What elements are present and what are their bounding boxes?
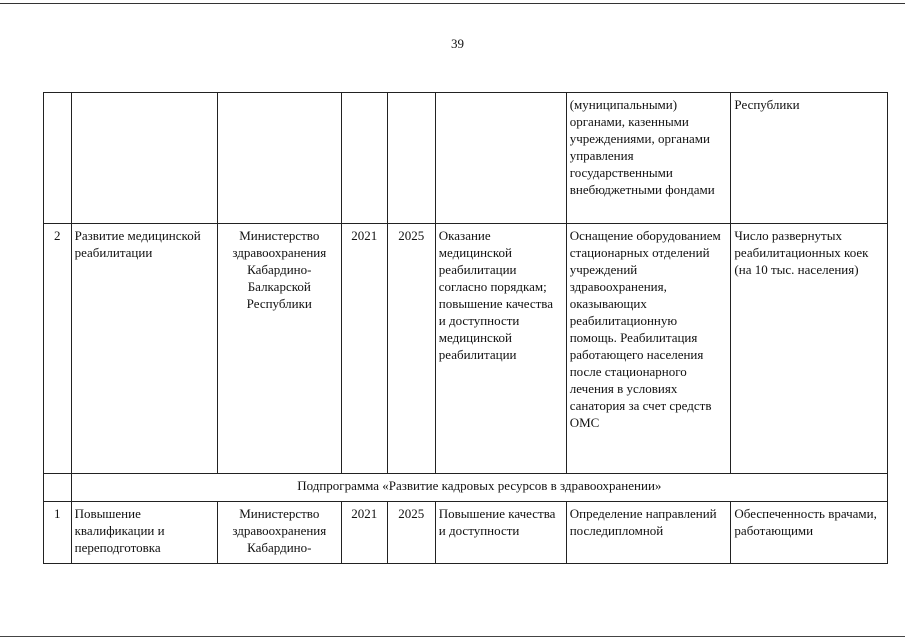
cell-name: Повышение квалификации и переподготовка	[71, 502, 217, 564]
table-row-continuation	[44, 93, 888, 224]
cell-result	[435, 93, 566, 224]
cell-num	[44, 474, 72, 502]
table-row-2	[44, 224, 888, 474]
cell-start-year: 2021	[341, 224, 387, 474]
cell-link: (муниципальными) органами, казенными учреждениями, органами управления государственными внебюджетными фондами	[566, 93, 731, 224]
cell-result: Повышение качества и доступности	[435, 502, 566, 564]
cell-end-year: 2025	[387, 224, 435, 474]
table-row-subprogram	[44, 474, 888, 502]
top-border-line	[0, 3, 905, 4]
cell-executor: Министерство здравоохранения Кабардино-	[217, 502, 341, 564]
cell-end-year	[387, 93, 435, 224]
cell-num: 1	[44, 502, 72, 564]
cell-name: Развитие медицинской реабилитации	[71, 224, 217, 474]
cell-start-year	[341, 93, 387, 224]
cell-num	[44, 93, 72, 224]
cell-link: Оснащение оборудованием стационарных отделений учреждений здравоохранения, оказывающих реабилитационную помощь. Реабилитация работающего населения после стационарного лечения в условиях санатория за счет средств ОМС	[566, 224, 731, 474]
cell-result: Оказание медицинской реабилитации согласно порядкам; повышение качества и доступности медицинской реабилитации	[435, 224, 566, 474]
subprogram-title: Подпрограмма «Развитие кадровых ресурсов в здравоохранении»	[71, 474, 887, 502]
cell-start-year: 2021	[341, 502, 387, 564]
cell-link: Определение направлений последипломной	[566, 502, 731, 564]
cell-executor: Министерство здравоохранения Кабардино-Балкарской Республики	[217, 224, 341, 474]
table-row-1	[44, 502, 888, 564]
cell-name	[71, 93, 217, 224]
page-number: 39	[451, 36, 464, 51]
cell-indicator: Число развернутых реабилитационных коек (на 10 тыс. населения)	[731, 224, 888, 474]
cell-end-year: 2025	[387, 502, 435, 564]
measures-table	[43, 92, 888, 564]
cell-num: 2	[44, 224, 72, 474]
bottom-border-line	[0, 636, 905, 637]
cell-indicator: Республики	[731, 93, 888, 224]
cell-indicator: Обеспеченность врачами, работающими	[731, 502, 888, 564]
cell-executor	[217, 93, 341, 224]
